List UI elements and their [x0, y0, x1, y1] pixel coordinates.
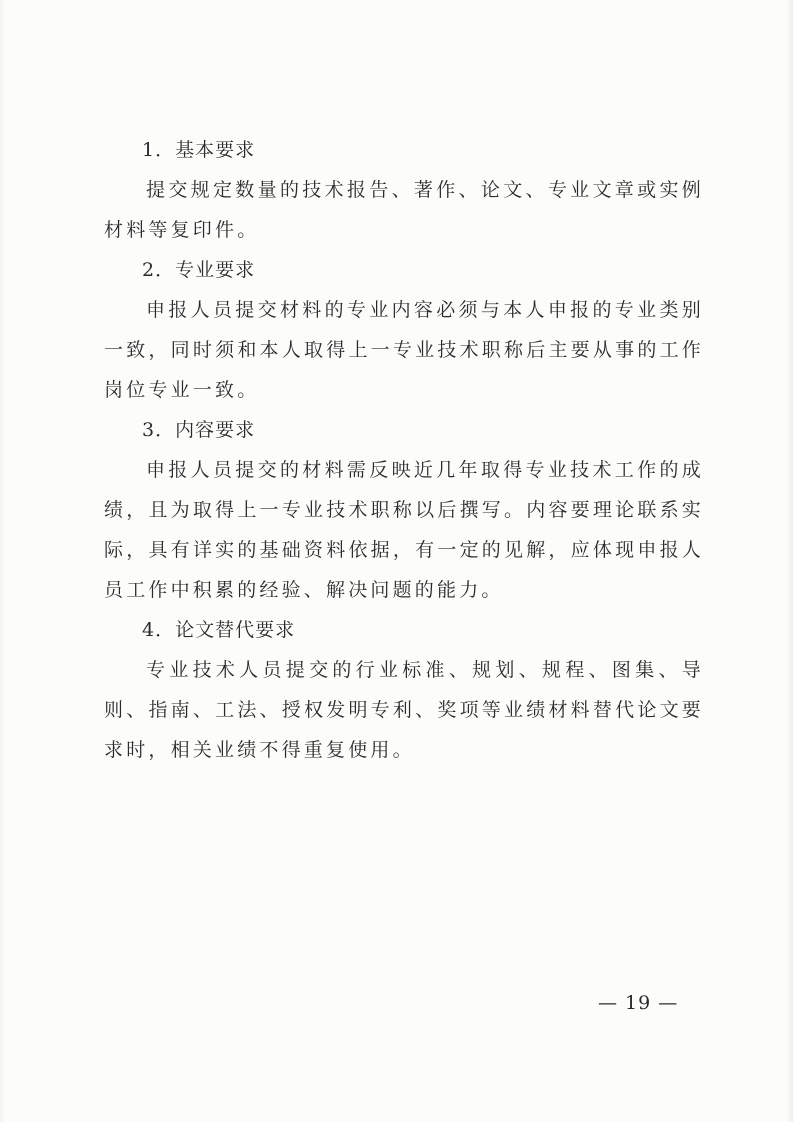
- section-text-professional-requirements: 申报人员提交材料的专业内容必须与本人申报的专业类别一致，同时须和本人取得上一专业技术职称后主要从事的工作岗位专业一致。: [104, 299, 704, 401]
- scan-shadow-right: [787, 0, 793, 1122]
- section-text-paper-substitution-requirements: 专业技术人员提交的行业标准、规划、规程、图集、导则、指南、工法、授权发明专利、奖项等业绩材料替代论文要求时，相关业绩不得重复使用。: [104, 659, 704, 761]
- section-heading-professional-requirements: 2．专业要求: [142, 259, 256, 281]
- section-heading-content-requirements: 3．内容要求: [142, 419, 256, 441]
- document-body: [104, 130, 704, 770]
- section-text-content-requirements: 申报人员提交的材料需反映近几年取得专业技术工作的成绩，且为取得上一专业技术职称以后撰写。内容要理论联系实际，具有详实的基础资料依据，有一定的见解，应体现申报人员工作中积累的经验、解决问题的能力。: [104, 459, 704, 601]
- scan-shadow-left: [0, 0, 4, 1122]
- section-heading-paper-substitution-requirements: 4．论文替代要求: [142, 619, 296, 641]
- page-number: — 19 —: [598, 992, 679, 1014]
- section-text-basic-requirements: 提交规定数量的技术报告、著作、论文、专业文章或实例材料等复印件。: [104, 179, 704, 241]
- section-heading-basic-requirements: 1．基本要求: [142, 139, 256, 161]
